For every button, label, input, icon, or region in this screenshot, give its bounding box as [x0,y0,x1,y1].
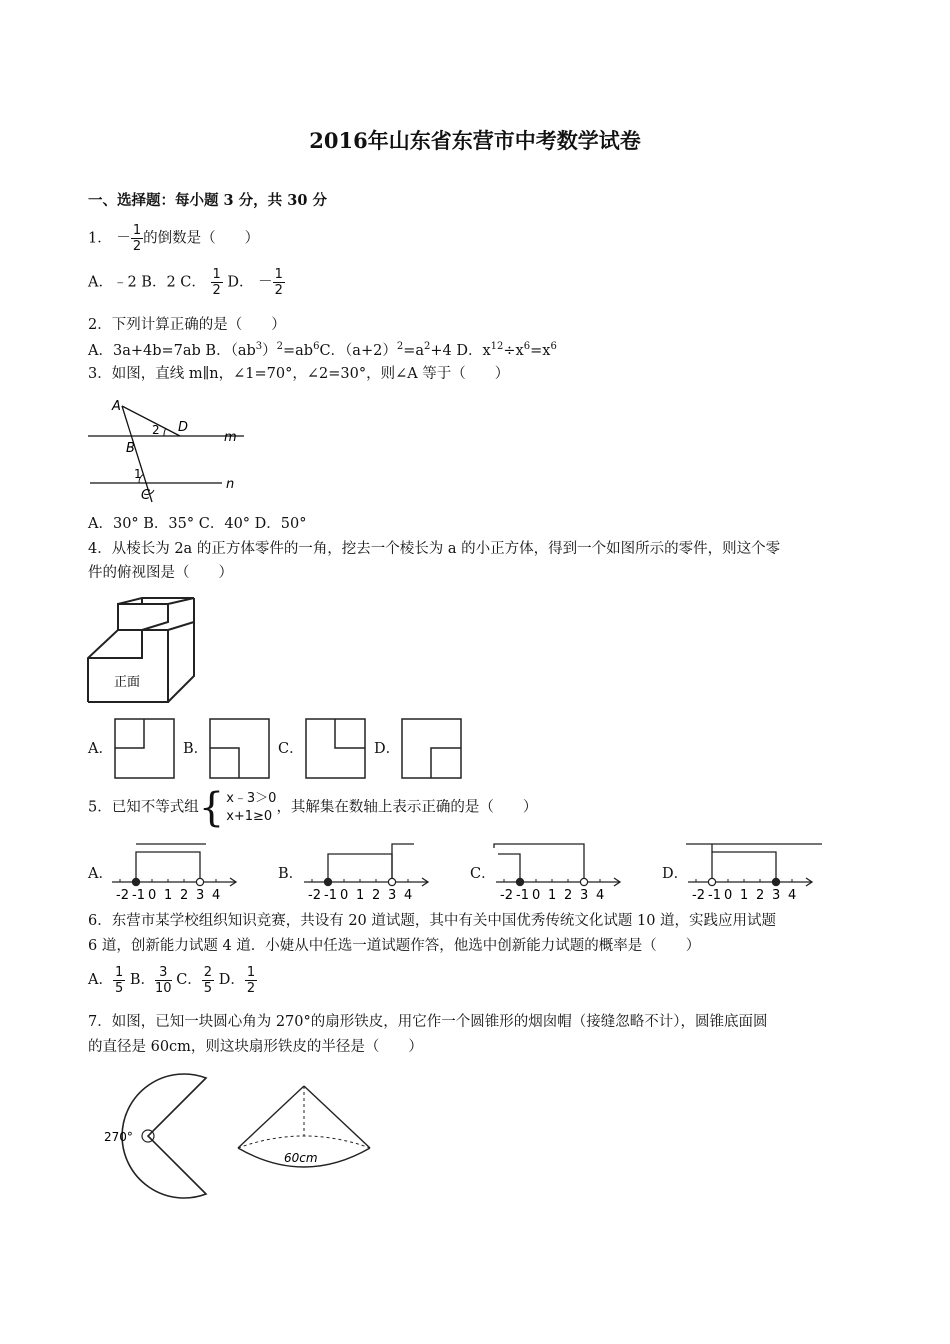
label-A: A [112,399,121,414]
tick-label: 2 [564,888,573,902]
angle-label: 270° [104,1130,133,1144]
q1-options [88,268,285,297]
q5-opt-c-label: C． [470,866,496,882]
q7-cone-figure [232,1082,377,1174]
tick-label: -1 [132,888,145,902]
tick-label: -2 [500,888,513,902]
question-3: 3．如图，直线 m∥n，∠1=70°，∠2=30°，则∠A 等于（ ） [88,366,510,382]
endpoint-dot [132,878,139,885]
tick-label: 3 [772,888,781,902]
question-6-line2: 6 道，创新能力试题 4 道．小婕从中任选一道试题作答，他选中创新能力试题的概率是（ ） [88,938,701,954]
q5-opt-b-label: B． [278,866,304,882]
q6-options: A． $\frac{1}{5}$ B． $\frac{3}{10}$ C． $\frac{2}{5}$ D． $\frac{1}{2}$ [88,965,256,996]
question-4-line2: 件的俯视图是（ ） [88,565,233,581]
q5-option-b [300,840,465,902]
tick-label: -1 [324,888,337,902]
endpoint-dot [324,878,331,885]
question-5: 5．已知不等式组 { x﹣3＞0 x+1≥0 ，其解集在数轴上表示正确的是（ ） [88,785,538,831]
tick-label: 0 [148,888,157,902]
q4-opt-b-label: B． [183,741,209,757]
label-n: n [226,477,235,492]
q1-opt-c-fraction: $\frac{1}{2}$ [212,267,221,298]
label-C: C [141,488,151,503]
tick-label: -1 [708,888,721,902]
endpoint-dot [516,878,523,885]
tick-label: 1 [740,888,749,902]
q1-text: 的倒数是（ ） [143,230,260,247]
q4-option-a [114,718,176,780]
tick-label: 4 [596,888,605,902]
label-B: B [126,441,135,456]
question-4-line1: 4．从棱长为 2a 的正方体零件的一角，挖去一个棱长为 a 的小正方体，得到一个如图所示的零件，则这个零 [88,541,781,557]
tick-label: 1 [356,888,365,902]
q1-number: 1． [88,230,112,247]
q3-figure [84,392,244,504]
page-title: 2016年山东省东营市中考数学试卷 [309,128,641,153]
tick-label: 1 [548,888,557,902]
question-6-line1: 6．东营市某学校组织知识竞赛，共设有 20 道试题，其中有关中国优秀传统文化试题 10 道，实践应用试题 [88,913,777,929]
endpoint-dot [196,878,203,885]
q4-opt-c-label: C． [278,741,304,757]
q4-opt-a-label: A． [88,741,113,757]
tick-label: 0 [340,888,349,902]
q1-opt-d-label: D． [227,274,254,291]
tick-label: 2 [372,888,381,902]
endpoint-dot [772,878,779,885]
q1-opt-ab: A．﹣2 B．2 C． [88,274,206,291]
tick-label: 3 [388,888,397,902]
label-1: 1 [134,467,142,481]
q7-sector-figure [84,1072,214,1202]
tick-label: -2 [308,888,321,902]
question-1 [88,224,259,253]
tick-label: 2 [756,888,765,902]
q4-option-c [305,718,367,780]
endpoint-dot [708,878,715,885]
label-m: m [224,430,237,445]
tick-label: 4 [212,888,221,902]
q5-option-c [492,840,657,902]
q4-option-d [401,718,463,780]
tick-label: -1 [516,888,529,902]
tick-label: -2 [692,888,705,902]
q5-option-a [108,840,273,902]
tick-label: 3 [196,888,205,902]
q4-option-b [209,718,271,780]
tick-label: 2 [180,888,189,902]
q4-solid-figure [84,594,196,706]
tick-label: 4 [788,888,797,902]
tick-label: -2 [116,888,129,902]
tick-label: 0 [724,888,733,902]
q2-options: A．3a+4b=7ab B．$(ab^3)^2=ab^6C$．$(a+2)^2=a^2+4$ D．$x^{12}\div x^6=x^6$ [88,341,557,359]
q3-options: A．30° B．35° C．40° D．50° [88,516,307,532]
endpoint-dot [388,878,395,885]
q1-opt-d-fraction: $\frac{1}{2}$ [274,267,283,298]
label-2: 2 [152,423,160,437]
q1-neg: － [116,229,131,246]
q5-opt-d-label: D． [662,866,689,882]
question-2: 2．下列计算正确的是（ ） [88,317,286,333]
tick-label: 4 [404,888,413,902]
label-D: D [178,420,189,435]
front-label: 正面 [114,675,141,690]
q4-opt-d-label: D． [374,741,401,757]
endpoint-dot [580,878,587,885]
q5-option-d [684,840,854,902]
q5-opt-a-label: A． [88,866,113,882]
q1-fraction: $\frac{1}{2}$ [132,223,142,254]
section-heading: 一、选择题：每小题 3 分，共 30 分 [88,192,327,209]
tick-label: 3 [580,888,589,902]
q1-opt-d-neg: － [258,273,273,290]
inequality-system: { x﹣3＞0 x+1≥0 [198,785,277,831]
question-7-line1: 7．如图，已知一块圆心角为 270°的扇形铁皮，用它作一个圆锥形的烟囱帽（接缝忽略不计），圆锥底面圆 [88,1014,768,1030]
diameter-label: 60cm [284,1151,318,1165]
tick-label: 0 [532,888,541,902]
tick-label: 1 [164,888,173,902]
question-7-line2: 的直径是 60cm，则这块扇形铁皮的半径是（ ） [88,1039,423,1055]
